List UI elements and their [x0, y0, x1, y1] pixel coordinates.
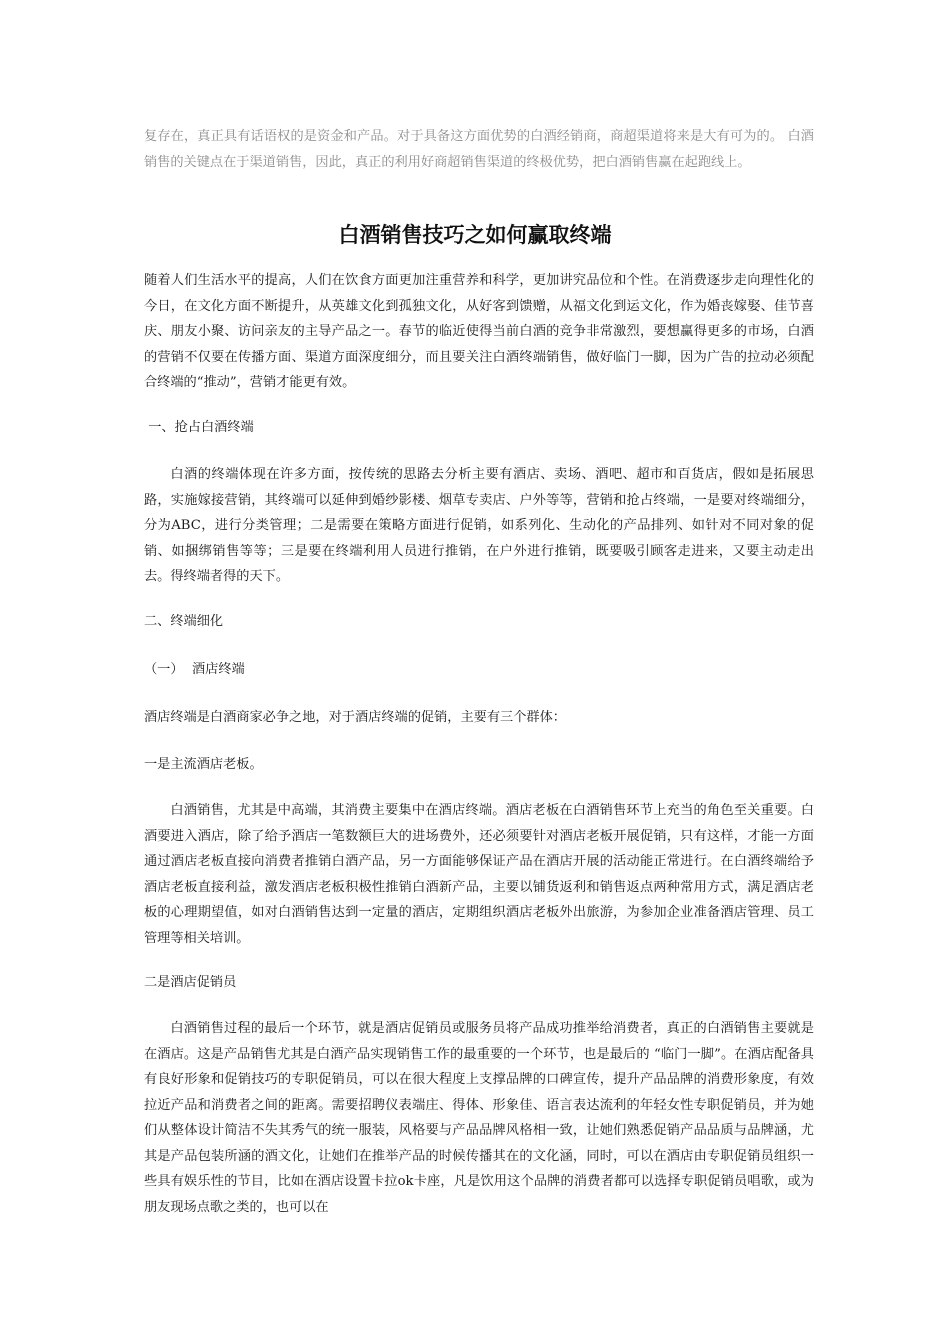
- heading-section-2: 二、终端细化: [144, 614, 224, 629]
- heading-subsection-1: （一） 酒店终端: [144, 662, 245, 677]
- text-line-hotel-owner: 一是主流酒店老板。: [144, 757, 263, 772]
- document-title: 白酒销售技巧之如何赢取终端: [338, 223, 612, 247]
- paragraph-hotel-owner: 白酒销售，尤其是中高端，其消费主要集中在酒店终端。酒店老板在白酒销售环节上充当的角色至关重要。白酒要进入酒店，除了给予酒店一笔数额巨大的进场费外，还必须要针对酒店老板开展促销，只有这样，才能一方面通过酒店老板直接向消费者推销白酒产品，另一方面能够保证产品在酒店开展的活动能正常进行。在白酒终端给予酒店老板直接利益，激发酒店老板积极性推销白酒新产品，主要以铺货返利和销售返点两种常用方式，满足酒店老板的心理期望值，如对白酒销售达到一定量的酒店，定期组织酒店老板外出旅游，为参加企业准备酒店管理、员工管理等相关培训。: [144, 803, 814, 946]
- text-line-hotel-terminal: 酒店终端是白酒商家必争之地，对于酒店终端的促销，主要有三个群体：: [144, 710, 566, 725]
- intro-paragraph: 复存在，真正具有话语权的是资金和产品。对于具备这方面优势的白酒经销商，商超渠道将来是大有可为的。 白酒销售的关键点在于渠道销售，因此，真正的利用好商超销售渠道的终极优势，把白酒销售赢在起跑线上。: [144, 129, 814, 170]
- text-line-promoter: 二是酒店促销员: [144, 975, 237, 990]
- paragraph-promoter: 白酒销售过程的最后一个环节，就是酒店促销员或服务员将产品成功推举给消费者，真正的白酒销售主要就是在酒店。这是产品销售尤其是白酒产品实现销售工作的最重要的一个环节，也是最后的 “临门一脚”。在酒店配备具有良好形象和促销技巧的专职促销员，可以在很大程度上支撑品牌的口碑宣传，提升产品品牌的消费形象度，有效拉近产品和消费者之间的距离。需要招聘仪表端庄、得体、形象佳、语言表达流利的年轻女性专职促销员，并为她们从整体设计简洁不失其秀气的统一服装，风格要与产品品牌风格相一致，让她们熟悉促销产品品质与品牌涵，尤其是产品包装所涵的酒文化，让她们在推举产品的时候传播其在的文化涵，同时，可以在酒店由专职促销员组织一些具有娱乐性的节目，比如在酒店设置卡拉ok卡座，凡是饮用这个品牌的消费者都可以选择专职促销员唱歌，或为朋友现场点歌之类的，也可以在: [144, 1021, 814, 1215]
- paragraph-intro: 随着人们生活水平的提高，人们在饮食方面更加注重营养和科学，更加讲究品位和个性。在消费逐步走向理性化的今日，在文化方面不断提升，从英雄文化到孤独文化，从好客到馈赠，从福文化到运文化，作为婚丧嫁娶、佳节喜庆、朋友小聚、访问亲友的主导产品之一。春节的临近使得当前白酒的竞争非常激烈，要想赢得更多的市场，白酒的营销不仅要在传播方面、渠道方面深度细分，而且要关注白酒终端销售，做好临门一脚，因为广告的拉动必须配合终端的“推动”，营销才能更有效。: [144, 273, 814, 390]
- heading-section-1: 一、抢占白酒终端: [144, 420, 254, 435]
- paragraph-terminal: 白酒的终端体现在许多方面，按传统的思路去分析主要有酒店、卖场、酒吧、超市和百货店，假如是拓展思路，实施嫁接营销，其终端可以延伸到婚纱影楼、烟草专卖店、户外等等，营销和抢占终端，一是要对终端细分，分为ABC，进行分类管理；二是需要在策略方面进行促销，如系列化、生动化的产品排列、如针对不同对象的促销、如捆绑销售等等；三是要在终端利用人员进行推销，在户外进行推销，既要吸引顾客走进来，又要主动走出去。得终端者得的天下。: [144, 467, 814, 584]
